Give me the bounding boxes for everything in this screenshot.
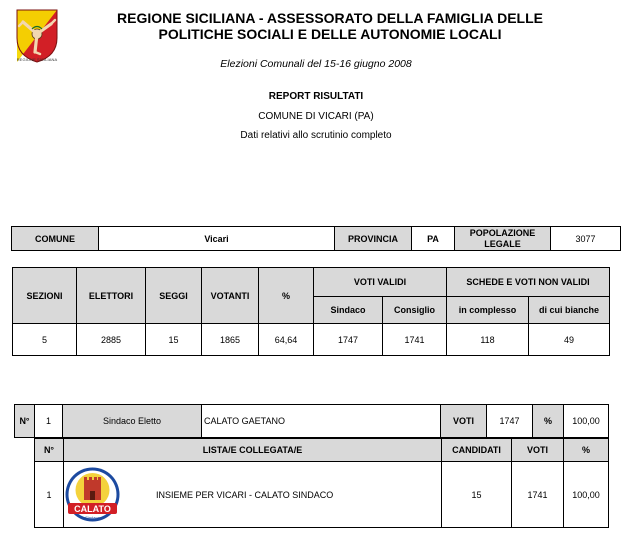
title-line-1: REGIONE SICILIANA - ASSESSORATO DELLA FAMIGLIA DELLE [117, 10, 543, 26]
lists-voti-header: VOTI [512, 439, 564, 462]
lists-percent-header: % [564, 439, 609, 462]
consiglio-header: Consiglio [383, 297, 447, 324]
lists-n-header: N° [35, 439, 64, 462]
bianche-value: 49 [529, 324, 610, 356]
sezioni-value: 5 [13, 324, 77, 356]
percent-header: % [259, 268, 314, 324]
elettori-header: ELETTORI [77, 268, 146, 324]
in-complesso-header: in complesso [447, 297, 529, 324]
voting-stats-table [12, 267, 610, 356]
list-candidati-value: 15 [442, 462, 512, 528]
n-label: N° [15, 405, 35, 438]
voti-validi-header: VOTI VALIDI [314, 268, 447, 297]
popolazione-value: 3077 [551, 227, 621, 251]
election-subtitle: Elezioni Comunali del 15-16 giugno 2008 [220, 58, 412, 70]
comune-value: Vicari [99, 227, 335, 251]
mayor-name: CALATO GAETANO [202, 405, 441, 438]
list-logo-text: CALATO [74, 504, 111, 514]
n-value: 1 [35, 405, 63, 438]
sindaco-header: Sindaco [314, 297, 383, 324]
lists-lista-header: LISTA/E COLLEGATA/E [64, 439, 442, 462]
seggi-value: 15 [146, 324, 202, 356]
in-complesso-value: 118 [447, 324, 529, 356]
list-name: INSIEME PER VICARI - CALATO SINDACO [64, 462, 442, 528]
non-validi-header: SCHEDE E VOTI NON VALIDI [447, 268, 610, 297]
votanti-value: 1865 [202, 324, 259, 356]
consiglio-value: 1741 [383, 324, 447, 356]
report-title: REPORT RISULTATI [268, 91, 364, 102]
votanti-header: VOTANTI [202, 268, 259, 324]
page-title [70, 10, 590, 42]
mayor-elected-table [14, 404, 609, 438]
provincia-label: PROVINCIA [335, 227, 412, 251]
scrutinio-note: Dati relativi allo scrutinio completo [240, 130, 392, 141]
list-voti-value: 1741 [512, 462, 564, 528]
mayor-voti-value: 1747 [487, 405, 533, 438]
comune-label: COMUNE [12, 227, 99, 251]
elettori-value: 2885 [77, 324, 146, 356]
logo-caption: REGIONE SICILIANA [16, 57, 58, 62]
list-party-logo [64, 466, 121, 523]
list-n-value: 1 [35, 462, 64, 528]
list-percent-value: 100,00 [564, 462, 609, 528]
sezioni-header: SEZIONI [13, 268, 77, 324]
title-line-2: POLITICHE SOCIALI E DELLE AUTONOMIE LOCALI [158, 26, 502, 42]
list-logo-subtext: Sindaco [85, 515, 100, 520]
lists-candidati-header: CANDIDATI [442, 439, 512, 462]
seggi-header: SEGGI [146, 268, 202, 324]
voti-label: VOTI [441, 405, 487, 438]
provincia-value: PA [412, 227, 455, 251]
comune-heading: COMUNE DI VICARI (PA) [258, 111, 374, 122]
sindaco-eletto-label: Sindaco Eletto [63, 405, 202, 438]
sindaco-value: 1747 [314, 324, 383, 356]
popolazione-label: POPOLAZIONE LEGALE [455, 227, 551, 251]
regione-siciliana-logo [13, 8, 61, 64]
comune-info-table [11, 226, 621, 251]
mayor-percent-label: % [533, 405, 564, 438]
mayor-percent-value: 100,00 [564, 405, 609, 438]
percent-value: 64,64 [259, 324, 314, 356]
bianche-header: di cui bianche [529, 297, 610, 324]
